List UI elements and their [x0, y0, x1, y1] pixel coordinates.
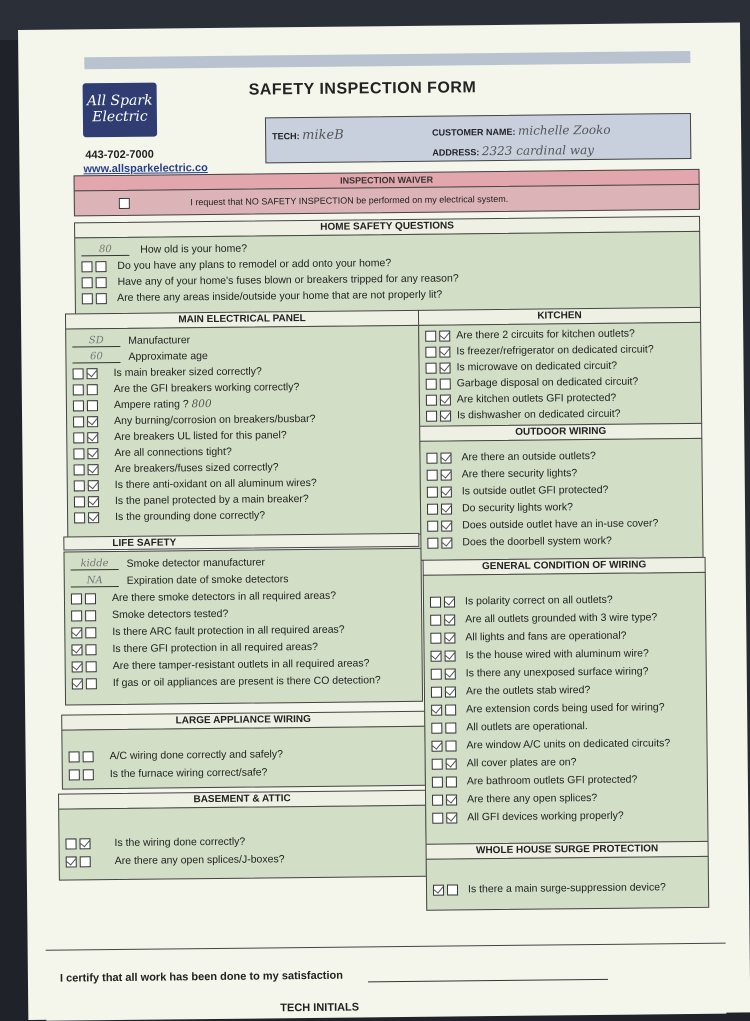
address-label: ADDRESS: [432, 147, 480, 158]
address-value: 2323 cardinal way [481, 142, 595, 159]
waiver-row [74, 184, 700, 217]
yes-checkbox[interactable] [425, 330, 436, 341]
large-appliance-section [61, 726, 426, 790]
outdoor-section [419, 438, 703, 561]
no-checkbox[interactable] [85, 610, 96, 621]
no-checkbox[interactable] [96, 293, 107, 304]
yes-checkbox[interactable] [426, 410, 437, 421]
yes-checkbox[interactable] [430, 596, 441, 607]
home-q1-row [81, 257, 391, 272]
form-title: SAFETY INSPECTION FORM [248, 79, 477, 99]
kitchen-q2: Is microwave on dedicated circuit? [456, 359, 618, 374]
yes-checkbox[interactable] [71, 627, 82, 638]
no-checkbox[interactable] [440, 378, 451, 389]
home-safety-panel [74, 231, 701, 316]
no-checkbox[interactable] [87, 368, 98, 379]
yes-checkbox[interactable] [73, 432, 84, 443]
general-header: GENERAL CONDITION OF WIRING [423, 557, 706, 576]
life-q0: Smoke detector manufacturer [126, 556, 265, 570]
no-checkbox[interactable] [87, 448, 98, 459]
yes-checkbox[interactable] [426, 452, 437, 463]
ampere-value: 800 [191, 397, 212, 411]
yes-checkbox[interactable] [430, 632, 441, 643]
yes-checkbox[interactable] [72, 678, 83, 689]
yes-checkbox[interactable] [432, 794, 443, 805]
outdoor-q2: Is outside outlet GFI protected? [461, 483, 609, 498]
main-q7: Are all connections tight? [114, 445, 232, 460]
no-checkbox[interactable] [86, 661, 97, 672]
no-checkbox[interactable] [446, 776, 457, 787]
general-q0: Is polarity correct on all outlets? [464, 593, 613, 608]
no-checkbox[interactable] [445, 668, 456, 679]
no-checkbox[interactable] [83, 769, 94, 780]
yes-checkbox[interactable] [425, 346, 436, 357]
yes-checkbox[interactable] [73, 400, 84, 411]
main-q3: Are the GFI breakers working correctly? [113, 381, 300, 396]
basement-header: BASEMENT & ATTIC [58, 790, 426, 810]
general-q4: Is there any unexposed surface wiring? [465, 665, 649, 680]
basement-section [58, 805, 427, 881]
general-q5: Are the outlets stab wired? [465, 684, 591, 698]
certify-text: I certify that all work has been done to my satisfaction [59, 969, 343, 985]
main-q6: Are breakers UL listed for this panel? [114, 429, 287, 444]
no-checkbox[interactable] [446, 758, 457, 769]
no-checkbox[interactable] [445, 650, 456, 661]
yes-checkbox[interactable] [69, 769, 80, 780]
general-q11: Are there any open splices? [467, 791, 598, 806]
no-checkbox[interactable] [444, 632, 455, 643]
no-checkbox[interactable] [80, 856, 91, 867]
yes-checkbox[interactable] [427, 469, 438, 480]
outdoor-q5: Does the doorbell system work? [462, 534, 612, 549]
yes-checkbox[interactable] [82, 277, 93, 288]
main-q5: Any burning/corrosion on breakers/busbar? [114, 412, 316, 428]
kitchen-section [418, 322, 702, 427]
surge-section [426, 856, 710, 911]
life-q6: Are there tamper-resistant outlets in all required areas? [112, 657, 370, 673]
life-q7: If gas or oil appliances are present is there CO detection? [112, 674, 381, 690]
yes-checkbox[interactable] [432, 776, 443, 787]
life-safety-header: LIFE SAFETY [63, 533, 419, 551]
main-q8: Are breakers/fuses sized correctly? [114, 461, 279, 476]
no-checkbox[interactable] [441, 469, 452, 480]
large-appliance-header: LARGE APPLIANCE WIRING [61, 711, 425, 731]
no-checkbox[interactable] [440, 410, 451, 421]
waiver-checkbox[interactable] [119, 198, 130, 209]
kitchen-q0: Are there 2 circuits for kitchen outlets? [456, 327, 635, 342]
kitchen-header: KITCHEN [418, 307, 701, 326]
yes-checkbox[interactable] [427, 520, 438, 531]
yes-checkbox[interactable] [431, 740, 442, 751]
life-q4: Is there ARC fault protection in all required areas? [112, 623, 345, 639]
yes-checkbox[interactable] [430, 614, 441, 625]
kitchen-q1: Is freezer/refrigerator on dedicated circuit? [456, 343, 654, 358]
yes-checkbox[interactable] [73, 416, 84, 427]
address-field[interactable] [432, 143, 594, 159]
manufacturer-field[interactable]: SD [72, 335, 120, 348]
no-checkbox[interactable] [441, 537, 452, 548]
general-q2: All lights and fans are operational? [465, 629, 627, 644]
no-checkbox[interactable] [88, 464, 99, 475]
home-safety-header: HOME SAFETY QUESTIONS [74, 216, 700, 239]
company-phone: 443-702-7000 [85, 148, 154, 162]
detector-manufacturer-field[interactable]: kidde [71, 558, 119, 571]
no-checkbox[interactable] [440, 452, 451, 463]
yes-checkbox[interactable] [65, 838, 76, 849]
yes-checkbox[interactable] [427, 537, 438, 548]
home-q1: Do you have any plans to remodel or add onto your home? [117, 257, 392, 272]
logo-line1: All Spark [86, 92, 153, 110]
yes-checkbox[interactable] [74, 496, 85, 507]
tech-value: mikeB [302, 127, 344, 144]
home-q2-row [82, 272, 459, 288]
general-q7: All outlets are operational. [466, 720, 588, 734]
surge-header: WHOLE HOUSE SURGE PROTECTION [426, 841, 709, 860]
yes-checkbox[interactable] [69, 751, 80, 762]
kitchen-q3: Garbage disposal on dedicated circuit? [456, 375, 639, 390]
no-checkbox[interactable] [440, 362, 451, 373]
top-strip [84, 51, 690, 69]
no-checkbox[interactable] [95, 261, 106, 272]
inspection-form-page [18, 22, 750, 1020]
home-q0: How old is your home? [140, 242, 248, 256]
expiration-field[interactable]: NA [71, 575, 119, 588]
company-logo [83, 83, 158, 138]
main-q10: Is the panel protected by a main breaker? [114, 492, 309, 508]
life-q2: Are there smoke detectors in all required areas? [111, 589, 337, 605]
no-checkbox[interactable] [444, 614, 455, 625]
general-q8: Are window A/C units on dedicated circuits? [466, 737, 671, 752]
certification-area [46, 943, 727, 1021]
main-q0: Manufacturer [128, 334, 191, 347]
general-q6: Are extension cords being used for wiring? [466, 701, 665, 716]
no-checkbox[interactable] [86, 678, 97, 689]
tech-label: TECH: [272, 131, 300, 142]
appliance-q0: A/C wiring done correctly and safely? [109, 748, 284, 763]
no-checkbox[interactable] [96, 277, 107, 288]
no-checkbox[interactable] [445, 686, 456, 697]
kitchen-q4: Are kitchen outlets GFI protected? [456, 391, 617, 406]
no-checkbox[interactable] [88, 496, 99, 507]
main-q2: Is main breaker sized correctly? [113, 365, 262, 380]
no-checkbox[interactable] [87, 416, 98, 427]
yes-checkbox[interactable] [431, 668, 442, 679]
surge-q0: Is there a main surge-suppression device? [467, 881, 666, 896]
home-q3: Are there any areas inside/outside your home that are not properly lit? [117, 288, 443, 304]
appliance-q1: Is the furnace wiring correct/safe? [109, 766, 268, 781]
outdoor-q3: Do security lights work? [461, 501, 573, 515]
signature-line[interactable] [368, 979, 608, 983]
yes-checkbox[interactable] [426, 362, 437, 373]
yes-checkbox[interactable] [74, 464, 85, 475]
no-checkbox[interactable] [439, 330, 450, 341]
home-q3-row [82, 289, 443, 305]
no-checkbox[interactable] [447, 884, 458, 895]
main-q11: Is the grounding done correctly? [115, 509, 266, 524]
customer-label: CUSTOMER NAME: [432, 126, 516, 138]
yes-checkbox[interactable] [433, 884, 444, 895]
yes-checkbox[interactable] [431, 650, 442, 661]
yes-checkbox[interactable] [71, 593, 82, 604]
yes-checkbox[interactable] [72, 661, 83, 672]
no-checkbox[interactable] [445, 722, 456, 733]
yes-checkbox[interactable] [71, 610, 82, 621]
no-checkbox[interactable] [446, 794, 457, 805]
company-website[interactable]: www.allsparkelectric.co [83, 162, 208, 176]
yes-checkbox[interactable] [427, 486, 438, 497]
main-panel-section [65, 325, 421, 539]
main-q9: Is there anti-oxidant on all aluminum wires? [114, 476, 317, 492]
no-checkbox[interactable] [445, 704, 456, 715]
yes-checkbox[interactable] [427, 503, 438, 514]
yes-checkbox[interactable] [426, 378, 437, 389]
yes-checkbox[interactable] [432, 812, 443, 823]
no-checkbox[interactable] [439, 346, 450, 357]
panel-age-field[interactable]: 60 [72, 351, 120, 364]
no-checkbox[interactable] [88, 480, 99, 491]
yes-checkbox[interactable] [431, 722, 442, 733]
yes-checkbox[interactable] [73, 384, 84, 395]
general-q3: Is the house wired with aluminum wire? [465, 647, 649, 662]
life-q5: Is there GFI protection in all required areas? [112, 640, 318, 656]
yes-checkbox[interactable] [426, 394, 437, 405]
customer-value: michelle Zooko [517, 122, 611, 138]
home-age-field[interactable]: 80 [81, 244, 129, 257]
tech-initials-label: TECH INITIALS [280, 1001, 360, 1015]
no-checkbox[interactable] [441, 520, 452, 531]
customer-info-box [265, 113, 691, 163]
outdoor-q0: Are there an outside outlets? [461, 449, 596, 464]
no-checkbox[interactable] [87, 400, 98, 411]
general-section [423, 572, 709, 845]
no-checkbox[interactable] [85, 627, 96, 638]
basement-q1: Are there any open splices/J-boxes? [114, 853, 285, 868]
basement-q0: Is the wiring done correctly? [114, 835, 246, 850]
no-checkbox[interactable] [85, 644, 96, 655]
logo-line2: Electric [92, 108, 148, 126]
main-q4: Ampere rating ? [113, 398, 189, 412]
home-age-row [81, 243, 247, 257]
general-q10: Are bathroom outlets GFI protected? [466, 773, 638, 788]
yes-checkbox[interactable] [82, 293, 93, 304]
yes-checkbox[interactable] [73, 448, 84, 459]
no-checkbox[interactable] [440, 394, 451, 405]
customer-name-field[interactable] [432, 123, 611, 139]
no-checkbox[interactable] [88, 512, 99, 523]
life-safety-section [63, 548, 423, 706]
waiver-text: I request that NO SAFETY INSPECTION be performed on my electrical system. [190, 193, 509, 208]
no-checkbox[interactable] [441, 503, 452, 514]
yes-checkbox[interactable] [81, 261, 92, 272]
tech-field[interactable] [272, 128, 344, 144]
no-checkbox[interactable] [87, 384, 98, 395]
yes-checkbox[interactable] [74, 512, 85, 523]
no-checkbox[interactable] [446, 812, 457, 823]
home-q2: Have any of your home's fuses blown or breakers tripped for any reason? [117, 272, 459, 288]
kitchen-q5: Is dishwasher on dedicated circuit? [456, 407, 621, 422]
no-checkbox[interactable] [445, 740, 456, 751]
yes-checkbox[interactable] [71, 644, 82, 655]
yes-checkbox[interactable] [431, 704, 442, 715]
no-checkbox[interactable] [85, 593, 96, 604]
main-panel-header: MAIN ELECTRICAL PANEL [65, 310, 419, 330]
yes-checkbox[interactable] [432, 758, 443, 769]
no-checkbox[interactable] [87, 432, 98, 443]
outdoor-q1: Are there security lights? [461, 467, 578, 481]
no-checkbox[interactable] [79, 838, 90, 849]
general-q1: Are all outlets grounded with 3 wire type? [465, 611, 658, 626]
life-q1: Expiration date of smoke detectors [126, 573, 289, 587]
yes-checkbox[interactable] [66, 856, 77, 867]
general-q12: All GFI devices working properly? [467, 809, 624, 824]
no-checkbox[interactable] [441, 486, 452, 497]
outdoor-header: OUTDOOR WIRING [419, 423, 702, 442]
main-q1: Approximate age [128, 350, 208, 363]
yes-checkbox[interactable] [73, 368, 84, 379]
no-checkbox[interactable] [83, 751, 94, 762]
general-q9: All cover plates are on? [466, 756, 577, 770]
yes-checkbox[interactable] [431, 686, 442, 697]
waiver-header: INSPECTION WAIVER [74, 169, 700, 192]
yes-checkbox[interactable] [74, 480, 85, 491]
outdoor-q4: Does outside outlet have an in-use cover? [462, 517, 659, 532]
no-checkbox[interactable] [444, 596, 455, 607]
life-q3: Smoke detectors tested? [112, 607, 229, 622]
